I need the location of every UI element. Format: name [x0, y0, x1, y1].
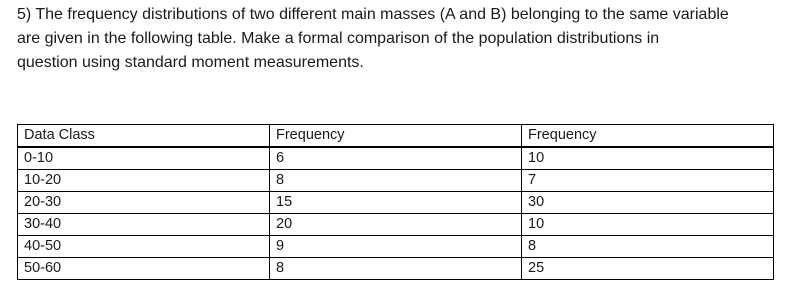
data-class-cell: 10-20 — [18, 170, 270, 192]
question-text — [17, 3, 792, 75]
data-class-cell: 50-60 — [18, 258, 270, 280]
frequency-a-cell: 15 — [270, 192, 522, 214]
question-line: are given in the following table. Make a formal comparison of the population distributions in — [17, 30, 660, 47]
frequency-b-cell: 30 — [522, 192, 774, 214]
table-row — [18, 147, 774, 170]
frequency-a-cell: 9 — [270, 236, 522, 258]
frequency-a-cell: 20 — [270, 214, 522, 236]
table-row — [18, 258, 774, 280]
frequency-b-cell: 10 — [522, 147, 774, 170]
data-class-cell: 0-10 — [18, 147, 270, 170]
frequency-a-cell: 6 — [270, 147, 522, 170]
question-line: 5) The frequency distributions of two different main masses (A and B) belonging to the same variable — [17, 6, 729, 23]
table-row — [18, 170, 774, 192]
column-header-frequency-a: Frequency — [270, 125, 522, 148]
table-header-row — [18, 125, 774, 148]
frequency-b-cell: 7 — [522, 170, 774, 192]
frequency-b-cell: 10 — [522, 214, 774, 236]
table-row — [18, 214, 774, 236]
question-line: question using standard moment measurements. — [17, 54, 364, 71]
table-row — [18, 192, 774, 214]
frequency-a-cell: 8 — [270, 258, 522, 280]
column-header-data-class: Data Class — [18, 125, 270, 148]
frequency-table — [17, 124, 774, 280]
data-class-cell: 40-50 — [18, 236, 270, 258]
column-header-frequency-b: Frequency — [522, 125, 774, 148]
frequency-a-cell: 8 — [270, 170, 522, 192]
table-row — [18, 236, 774, 258]
data-class-cell: 30-40 — [18, 214, 270, 236]
frequency-b-cell: 8 — [522, 236, 774, 258]
data-class-cell: 20-30 — [18, 192, 270, 214]
frequency-b-cell: 25 — [522, 258, 774, 280]
